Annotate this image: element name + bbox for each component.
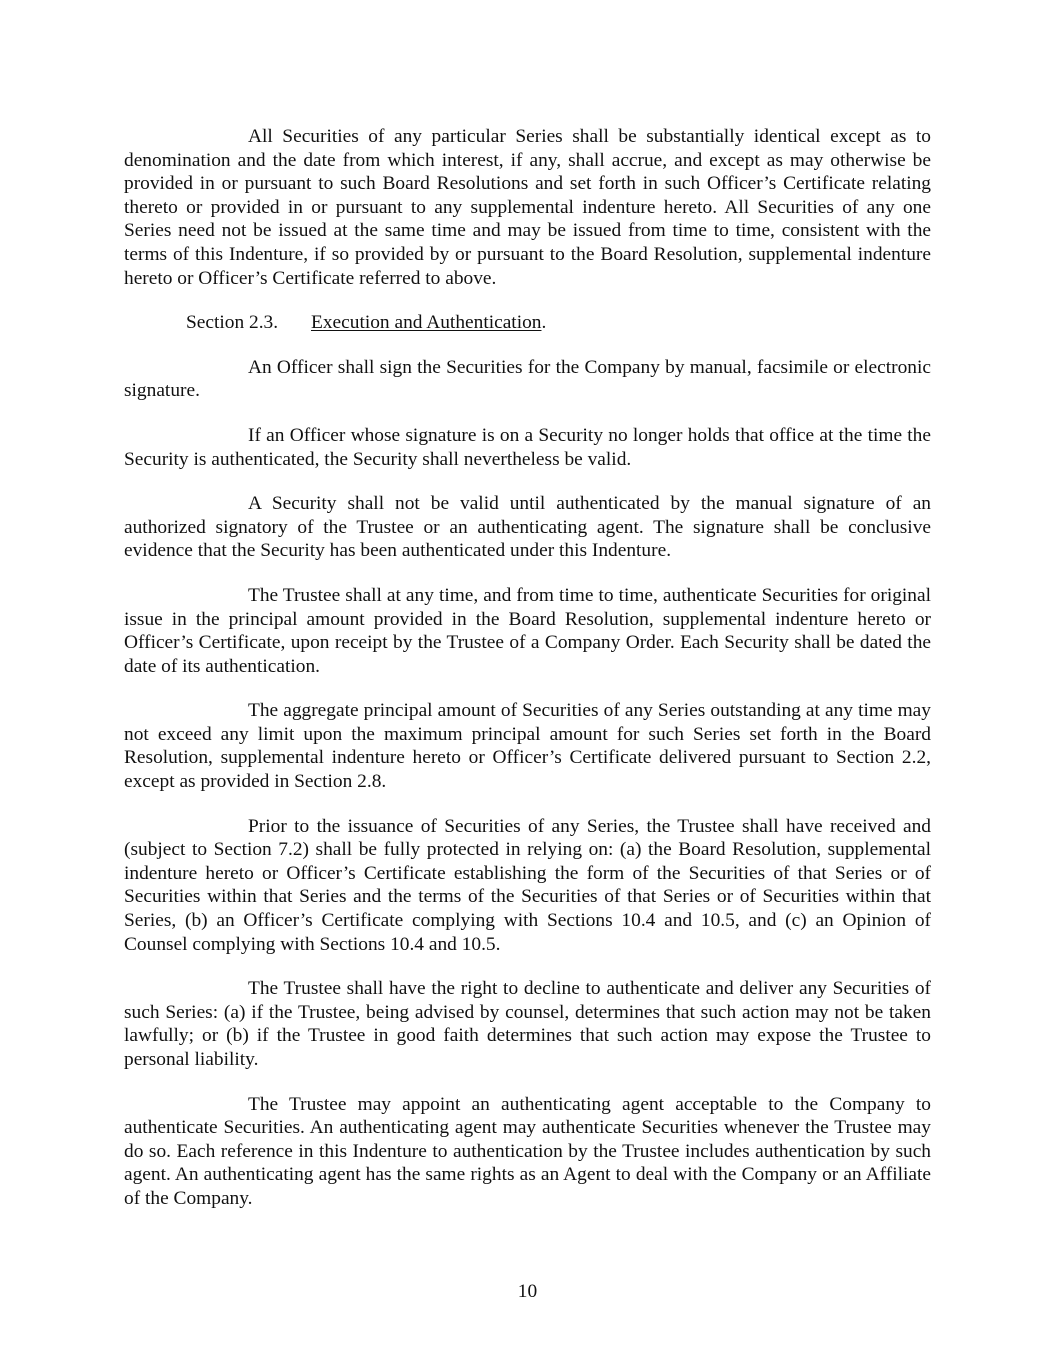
paragraph-not-valid-until: A Security shall not be valid until authenticated by the manual signature of an authorized signatory of the Trustee or an authenticating agent. The signature shall be conclusive evidence that the Security has been authenticated under this Indenture. <box>124 493 931 562</box>
paragraph-trustee-authenticate: The Trustee shall at any time, and from time to time, authenticate Securities for original issue in the principal amount provided in the Board Resolution, supplemental indenture hereto or Officer’s Certificate, upon receipt by the Trustee of a Company Order. Each Security shall be dated the date of its authentication. <box>124 584 931 677</box>
paragraph-prior-to-issuance: Prior to the issuance of Securities of any Series, the Trustee shall have received and (subject to Section 7.2) shall be fully protected in relying on: (a) the Board Resolution, supplemental indenture hereto or Officer’s Certificate establishing the form of the Securities of that Series or of Securities within that Series and the terms of the Securities of that Series or of Securities within that Series, (b) an Officer’s Certificate complying with Sections 10.4 and 10.5, and (c) an Opinion of Counsel complying with Sections 10.4 and 10.5. <box>124 815 931 955</box>
page-number: 10 <box>517 1281 538 1302</box>
section-number: Section 2.3. <box>186 312 279 334</box>
paragraph-aggregate-amount: The aggregate principal amount of Securities of any Series outstanding at any time may not exceed any limit upon the maximum principal amount for such Series set forth in the Board Resolution, supplemental indenture hereto or Officer’s Certificate delivered pursuant to Section 2.2, except as provided in Section 2.8. <box>124 700 931 793</box>
paragraph-series-identical: All Securities of any particular Series shall be substantially identical except as to denomination and the date from which interest, if any, shall accrue, and except as may otherwise be provided in or pursuant to such Board Resolutions and set forth in such Officer’s Certificate relating thereto or provided in or pursuant to any supplemental indenture hereto. All Securities of any one Series need not be issued at the same time and may be issued from time to time, consistent with the terms of this Indenture, if so provided by or pursuant to the Board Resolution, supplemental indenture hereto or Officer’s Certificate referred to above. <box>124 126 931 289</box>
paragraph-officer-no-longer: If an Officer whose signature is on a Security no longer holds that office at the time the Security is authenticated, the Security shall nevertheless be valid. <box>124 424 931 470</box>
section-heading <box>124 311 931 335</box>
paragraph-right-to-decline: The Trustee shall have the right to decline to authenticate and deliver any Securities of such Series: (a) if the Trustee, being advised by counsel, determines that such action may not be taken lawfully; or (b) if the Trustee in good faith determines that such action may expose the Trustee to personal liability. <box>124 978 931 1070</box>
section-title-period: . <box>541 312 547 334</box>
section-title: Execution and Authentication <box>311 312 542 334</box>
paragraph-officer-sign: An Officer shall sign the Securities for the Company by manual, facsimile or electronic signature. <box>124 356 931 402</box>
document-page <box>124 125 931 1232</box>
paragraph-authenticating-agent: The Trustee may appoint an authenticating agent acceptable to the Company to authenticate Securities. An authenticating agent may authenticate Securities whenever the Trustee may do so. Each reference in this Indenture to authentication by the Trustee includes authentication by such agent. An authenticating agent has the same rights as an Agent to deal with the Company or an Affiliate of the Company. <box>124 1093 931 1209</box>
